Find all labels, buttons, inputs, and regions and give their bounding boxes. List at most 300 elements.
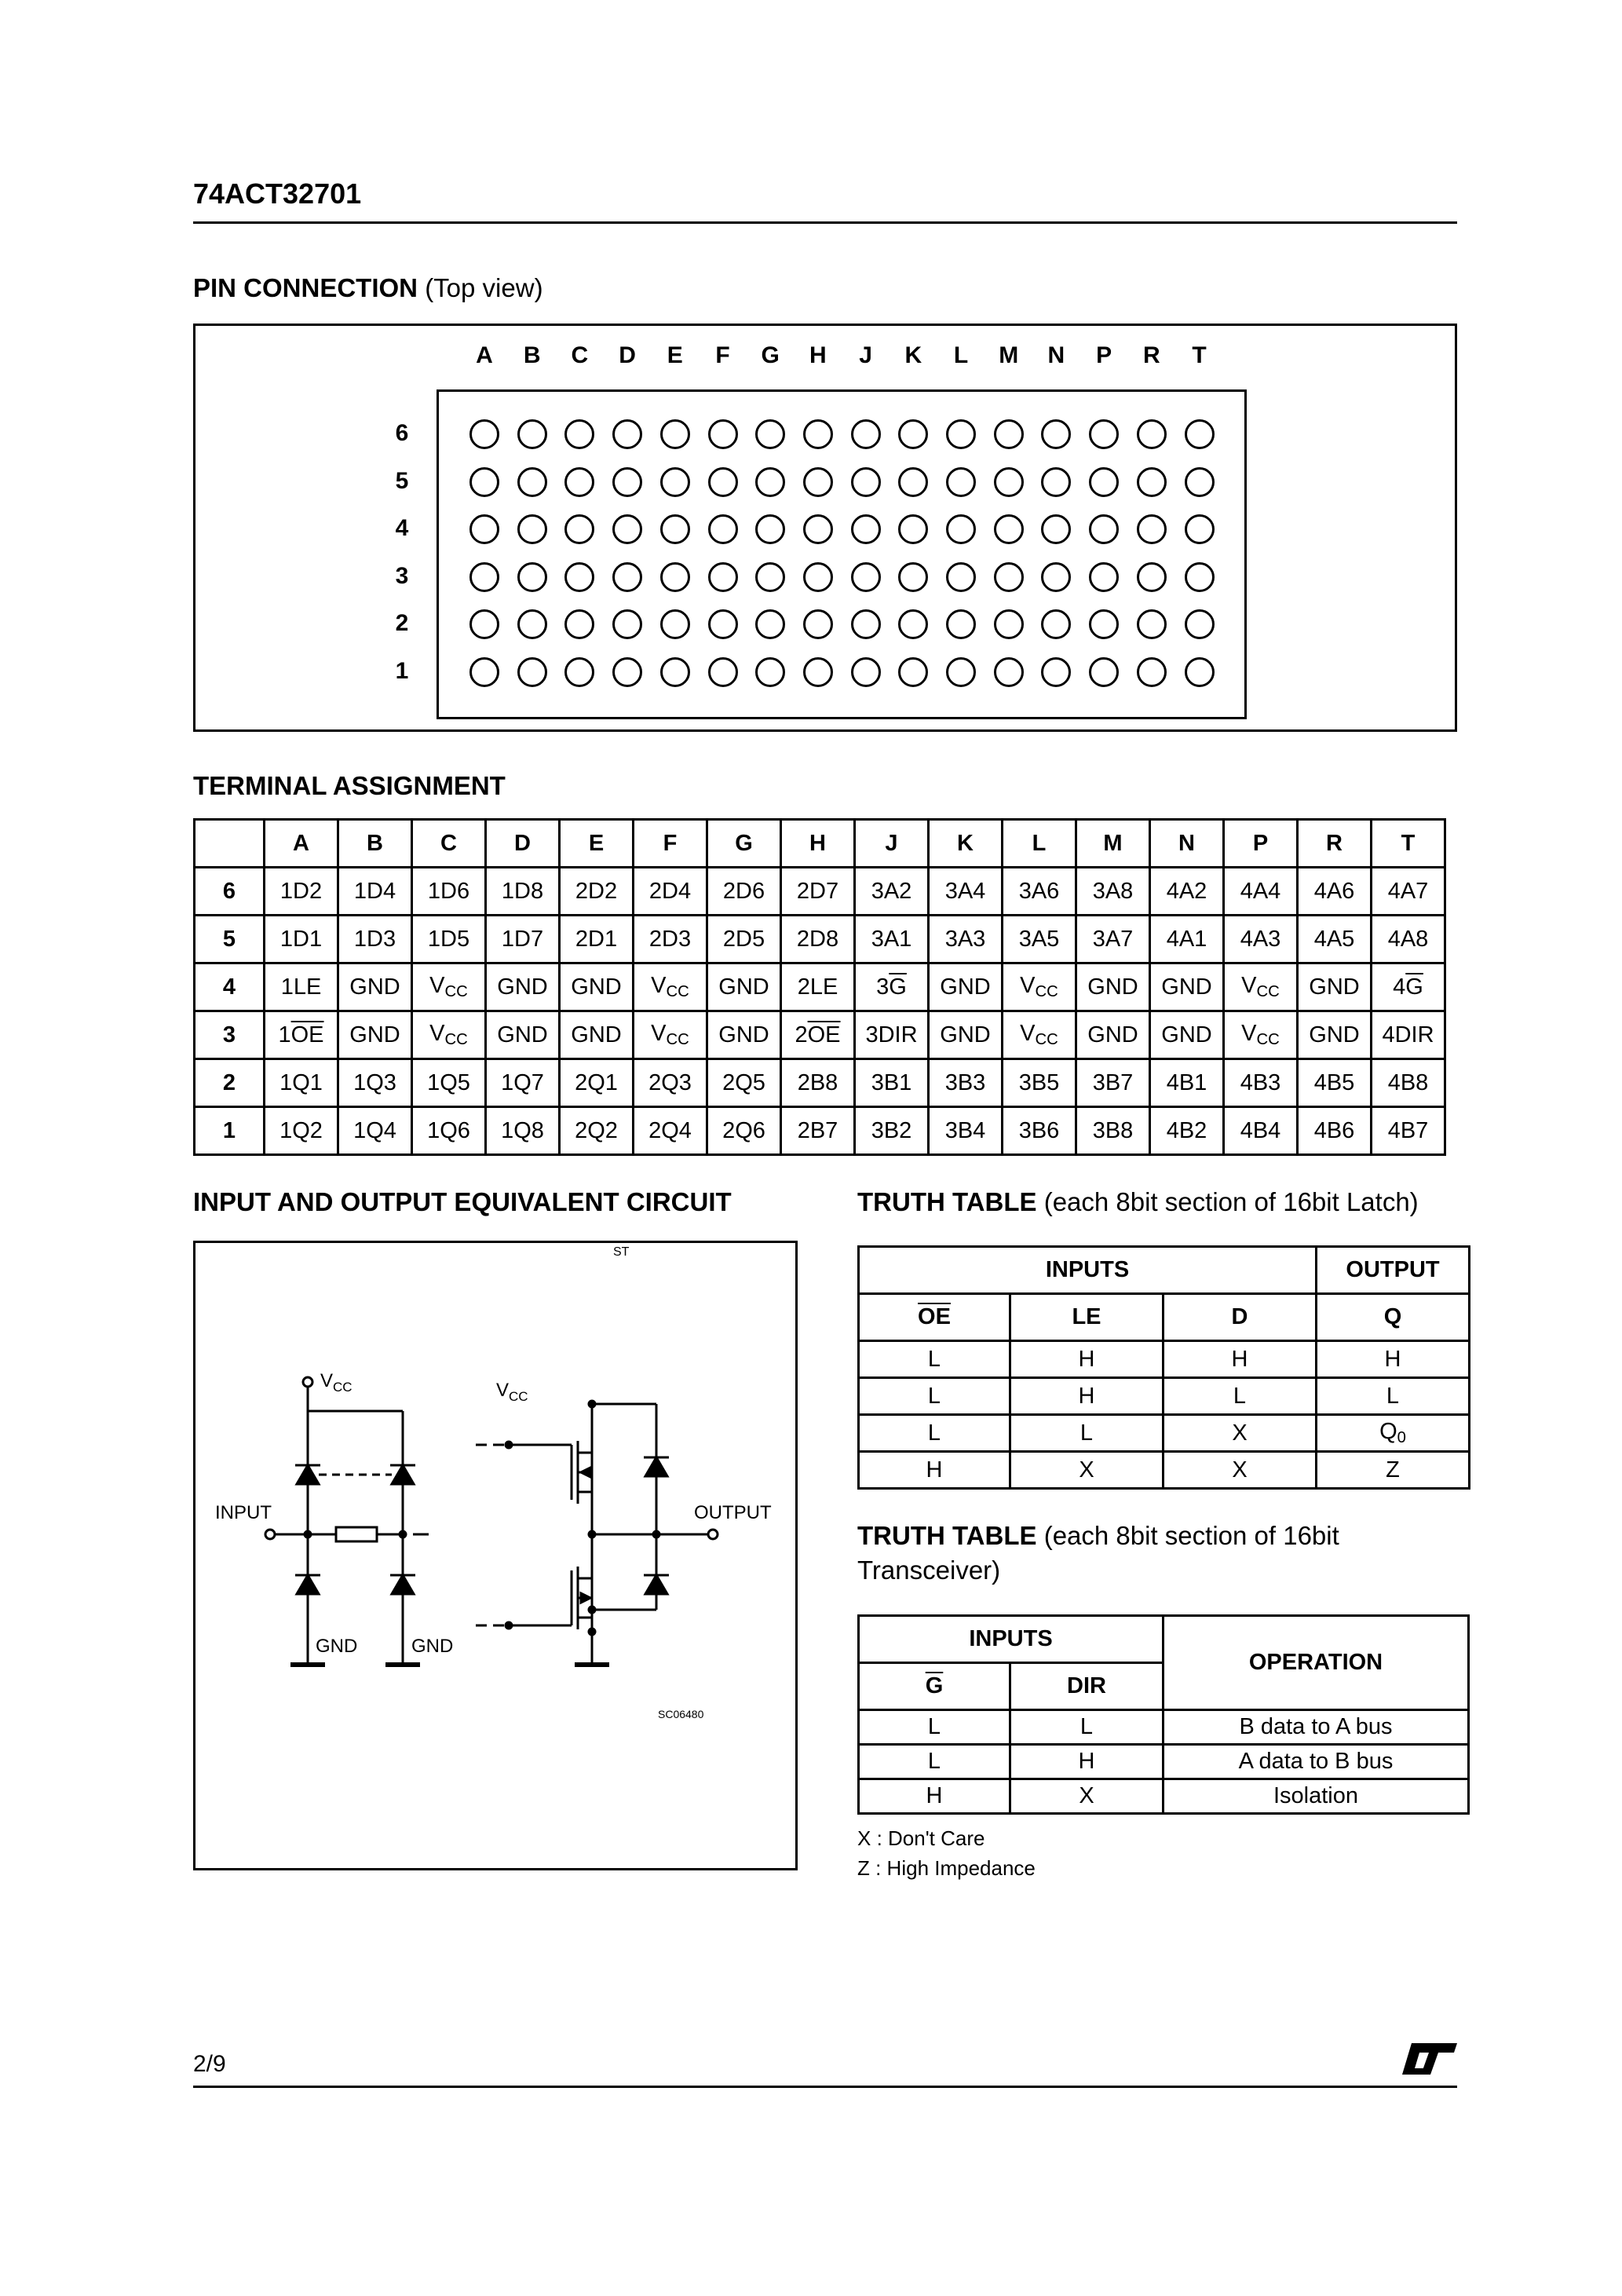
pin-ball-F4 xyxy=(708,514,738,544)
terminal-cell: 2Q2 xyxy=(560,1107,634,1155)
pin-column-label: K xyxy=(904,342,922,368)
terminal-cell: 4B7 xyxy=(1372,1107,1445,1155)
terminal-cell: 3B8 xyxy=(1076,1107,1150,1155)
table-row xyxy=(195,868,1445,916)
diode-icon xyxy=(392,1575,414,1594)
latch-cell: L xyxy=(859,1341,1010,1378)
pin-column-label: E xyxy=(667,342,683,368)
terminal-column-header: M xyxy=(1076,820,1150,868)
pin-ball-H3 xyxy=(803,562,833,592)
latch-col-q: Q xyxy=(1317,1294,1470,1341)
gnd-label-1: GND xyxy=(316,1636,358,1657)
terminal-cell: GND xyxy=(486,963,560,1011)
latch-col-le: LE xyxy=(1010,1294,1164,1341)
pin-ball-G3 xyxy=(755,562,785,592)
terminal-cell: 3A1 xyxy=(855,916,929,963)
latch-cell: H xyxy=(1317,1341,1470,1378)
terminal-cell: 1D4 xyxy=(338,868,412,916)
terminal-cell: GND xyxy=(929,963,1003,1011)
pin-ball-T2 xyxy=(1185,609,1215,639)
pin-ball-E5 xyxy=(660,467,690,497)
terminal-cell: GND xyxy=(338,963,412,1011)
table-row xyxy=(859,1710,1469,1745)
input-label: INPUT xyxy=(215,1502,272,1523)
transceiver-cell: H xyxy=(1010,1745,1164,1779)
pin-ball-M4 xyxy=(994,514,1024,544)
pin-ball-J4 xyxy=(851,514,881,544)
terminal-column-header: P xyxy=(1224,820,1298,868)
terminal-cell: 3B5 xyxy=(1003,1059,1076,1107)
pin-ball-P1 xyxy=(1089,657,1119,687)
terminal-cell: 4A5 xyxy=(1298,916,1372,963)
pin-ball-B2 xyxy=(517,609,547,639)
pin-ball-R6 xyxy=(1137,419,1167,449)
terminal-column-header: B xyxy=(338,820,412,868)
pin-column-label: C xyxy=(571,342,589,368)
latch-truth-table-subtitle: (each 8bit section of 16bit Latch) xyxy=(1043,1187,1419,1216)
terminal-cell: 1Q3 xyxy=(338,1059,412,1107)
transceiver-cell: L xyxy=(859,1745,1010,1779)
pin-ball-A1 xyxy=(469,657,499,687)
diode-icon xyxy=(297,1465,319,1484)
terminal-row-label: 6 xyxy=(195,868,265,916)
terminal-cell: 2LE xyxy=(781,963,855,1011)
terminal-cell: 2B7 xyxy=(781,1107,855,1155)
latch-col-d: D xyxy=(1164,1294,1317,1341)
terminal-cell: 3A8 xyxy=(1076,868,1150,916)
diode-icon xyxy=(645,1457,667,1476)
transceiver-cell: H xyxy=(859,1779,1010,1814)
pin-ball-T3 xyxy=(1185,562,1215,592)
terminal-cell: 1Q2 xyxy=(265,1107,338,1155)
terminal-row-label: 4 xyxy=(195,963,265,1011)
latch-cell: Z xyxy=(1317,1452,1470,1489)
pin-ball-T6 xyxy=(1185,419,1215,449)
latch-truth-table-title: TRUTH TABLE xyxy=(857,1187,1037,1216)
pin-ball-J1 xyxy=(851,657,881,687)
pin-ball-H4 xyxy=(803,514,833,544)
terminal-column-header: A xyxy=(265,820,338,868)
figure-id: SC06480 xyxy=(658,1708,704,1720)
terminal-cell: 1D2 xyxy=(265,868,338,916)
terminal-cell: 3B1 xyxy=(855,1059,929,1107)
pin-ball-B3 xyxy=(517,562,547,592)
terminal-header-row xyxy=(195,820,1445,868)
latch-cell: X xyxy=(1010,1452,1164,1489)
latch-col-oe: $\overline{OE}$ xyxy=(918,1304,951,1329)
pin-ball-P3 xyxy=(1089,562,1119,592)
terminal-cell: 2D3 xyxy=(634,916,707,963)
latch-cell: L xyxy=(1164,1378,1317,1415)
terminal-cell: 2D2 xyxy=(560,868,634,916)
pin-row-label: 3 xyxy=(395,562,409,589)
pin-ball-N5 xyxy=(1041,467,1071,497)
transceiver-subtitle-line1: (each 8bit section of 16bit xyxy=(1043,1521,1339,1550)
terminal-column-header: N xyxy=(1150,820,1224,868)
terminal-cell: 3B3 xyxy=(929,1059,1003,1107)
pin-ball-F6 xyxy=(708,419,738,449)
terminal-cell: 3DIR xyxy=(855,1011,929,1059)
terminal-cell: 2D1 xyxy=(560,916,634,963)
terminal-cell: 1D6 xyxy=(412,868,486,916)
latch-cell: L xyxy=(859,1378,1010,1415)
pin-row-label: 4 xyxy=(395,515,409,542)
table-row xyxy=(859,1779,1469,1814)
diode-icon xyxy=(297,1575,319,1594)
terminal-cell: 4B8 xyxy=(1372,1059,1445,1107)
part-number: 74ACT32701 xyxy=(193,177,362,210)
page-number: 2/9 xyxy=(193,2051,226,2077)
pin-ball-A5 xyxy=(469,467,499,497)
pin-ball-J2 xyxy=(851,609,881,639)
terminal-cell: 4B1 xyxy=(1150,1059,1224,1107)
pin-ball-D1 xyxy=(612,657,642,687)
terminal-cell: 2Q1 xyxy=(560,1059,634,1107)
terminal-cell: $V_{CC}$ xyxy=(634,1011,707,1059)
pin-column-label: A xyxy=(476,342,493,368)
pin-ball-F2 xyxy=(708,609,738,639)
terminal-cell: 1D5 xyxy=(412,916,486,963)
latch-cell: L xyxy=(859,1415,1010,1452)
pin-ball-B4 xyxy=(517,514,547,544)
pin-ball-K5 xyxy=(898,467,928,497)
terminal-cell: 4A4 xyxy=(1224,868,1298,916)
terminal-cell: 2Q5 xyxy=(707,1059,781,1107)
pin-ball-H5 xyxy=(803,467,833,497)
transceiver-cell: L xyxy=(1010,1710,1164,1745)
terminal-cell: 3A5 xyxy=(1003,916,1076,963)
latch-truth-table-heading xyxy=(857,1187,1419,1217)
terminal-cell: 4B4 xyxy=(1224,1107,1298,1155)
pin-ball-E2 xyxy=(660,609,690,639)
pin-column-label: J xyxy=(859,342,872,368)
pin-ball-A4 xyxy=(469,514,499,544)
terminal-cell: GND xyxy=(1076,1011,1150,1059)
terminal-column-header: H xyxy=(781,820,855,868)
terminal-cell: 1Q7 xyxy=(486,1059,560,1107)
note-high-impedance: Z : High Impedance xyxy=(857,1856,1036,1880)
pin-column-label: G xyxy=(761,342,780,368)
terminal-column-header: J xyxy=(855,820,929,868)
latch-truth-table xyxy=(857,1245,1470,1490)
pin-ball-D6 xyxy=(612,419,642,449)
terminal-cell: 2D5 xyxy=(707,916,781,963)
pin-ball-E4 xyxy=(660,514,690,544)
terminal-cell: GND xyxy=(1150,963,1224,1011)
terminal-cell: 4B5 xyxy=(1298,1059,1372,1107)
terminal-column-header: F xyxy=(634,820,707,868)
terminal-cell: 1Q4 xyxy=(338,1107,412,1155)
terminal-cell: 3B6 xyxy=(1003,1107,1076,1155)
latch-cell: L xyxy=(1010,1415,1164,1452)
terminal-cell: 4A2 xyxy=(1150,868,1224,916)
terminal-row-label: 2 xyxy=(195,1059,265,1107)
pin-row-label: 6 xyxy=(395,420,409,446)
pin-ball-P5 xyxy=(1089,467,1119,497)
pin-column-label: B xyxy=(523,342,541,368)
vcc-right-label: $V_{CC}$ xyxy=(496,1380,528,1404)
terminal-cell: $1\overline{OE}$ xyxy=(265,1011,338,1059)
terminal-row-label: 1 xyxy=(195,1107,265,1155)
terminal-cell: 2D6 xyxy=(707,868,781,916)
terminal-cell: 3A2 xyxy=(855,868,929,916)
pin-ball-A6 xyxy=(469,419,499,449)
terminal-cell: $3\overline{G}$ xyxy=(855,963,929,1011)
table-row xyxy=(859,1341,1470,1378)
terminal-column-header: E xyxy=(560,820,634,868)
terminal-cell: 3B7 xyxy=(1076,1059,1150,1107)
terminal-cell: 3B2 xyxy=(855,1107,929,1155)
terminal-cell: 1Q6 xyxy=(412,1107,486,1155)
pin-ball-C5 xyxy=(564,467,594,497)
pin-ball-N3 xyxy=(1041,562,1071,592)
terminal-cell: 1D3 xyxy=(338,916,412,963)
terminal-cell: 4B3 xyxy=(1224,1059,1298,1107)
terminal-column-header: G xyxy=(707,820,781,868)
pin-ball-L1 xyxy=(946,657,976,687)
terminal-cell: 4DIR xyxy=(1372,1011,1445,1059)
pin-ball-R2 xyxy=(1137,609,1167,639)
terminal-cell: $V_{CC}$ xyxy=(1003,963,1076,1011)
pin-ball-F3 xyxy=(708,562,738,592)
transceiver-cell: L xyxy=(859,1710,1010,1745)
terminal-assignment-title: TERMINAL ASSIGNMENT xyxy=(193,771,506,800)
terminal-cell: GND xyxy=(707,1011,781,1059)
terminal-cell: GND xyxy=(1298,963,1372,1011)
latch-cell: $Q_0$ xyxy=(1317,1415,1470,1452)
pin-column-label: R xyxy=(1142,342,1160,368)
header-rule xyxy=(193,221,1457,224)
terminal-cell: 1Q8 xyxy=(486,1107,560,1155)
pin-ball-C3 xyxy=(564,562,594,592)
terminal-cell: $V_{CC}$ xyxy=(634,963,707,1011)
pin-ball-T5 xyxy=(1185,467,1215,497)
pin-ball-M5 xyxy=(994,467,1024,497)
vcc-terminal xyxy=(303,1377,312,1387)
terminal-cell: 4A7 xyxy=(1372,868,1445,916)
terminal-column-header: T xyxy=(1372,820,1445,868)
pin-ball-R1 xyxy=(1137,657,1167,687)
terminal-cell: 4A3 xyxy=(1224,916,1298,963)
note-dont-care: X : Don't Care xyxy=(857,1826,985,1850)
terminal-cell: GND xyxy=(929,1011,1003,1059)
pin-ball-M1 xyxy=(994,657,1024,687)
pin-ball-G1 xyxy=(755,657,785,687)
xcvr-col-dir: DIR xyxy=(1010,1663,1164,1710)
resistor xyxy=(336,1527,377,1541)
latch-cell: X xyxy=(1164,1452,1317,1489)
pin-ball-E3 xyxy=(660,562,690,592)
diode-icon xyxy=(645,1575,667,1594)
terminal-column-header: R xyxy=(1298,820,1372,868)
transceiver-cell: X xyxy=(1010,1779,1164,1814)
pin-ball-M2 xyxy=(994,609,1024,639)
pin-ball-B6 xyxy=(517,419,547,449)
pin-ball-L4 xyxy=(946,514,976,544)
pin-ball-J3 xyxy=(851,562,881,592)
pin-ball-F1 xyxy=(708,657,738,687)
pin-ball-G5 xyxy=(755,467,785,497)
terminal-cell: $V_{CC}$ xyxy=(1003,1011,1076,1059)
terminal-cell: GND xyxy=(338,1011,412,1059)
xcvr-inputs-header: INPUTS xyxy=(859,1616,1164,1663)
pin-ball-R5 xyxy=(1137,467,1167,497)
pin-ball-T4 xyxy=(1185,514,1215,544)
latch-cell: H xyxy=(1010,1341,1164,1378)
pin-ball-L3 xyxy=(946,562,976,592)
pin-connection-subtitle: (Top view) xyxy=(425,273,543,302)
terminal-cell: GND xyxy=(560,963,634,1011)
latch-output-header: OUTPUT xyxy=(1317,1247,1470,1294)
terminal-cell: 4A1 xyxy=(1150,916,1224,963)
terminal-cell: 3A7 xyxy=(1076,916,1150,963)
table-row xyxy=(859,1378,1470,1415)
terminal-cell: GND xyxy=(1076,963,1150,1011)
transceiver-cell: B data to A bus xyxy=(1164,1710,1469,1745)
latch-cell: X xyxy=(1164,1415,1317,1452)
pin-column-label: L xyxy=(953,342,969,368)
input-terminal xyxy=(265,1530,275,1539)
terminal-cell: 3A4 xyxy=(929,868,1003,916)
pin-ball-J5 xyxy=(851,467,881,497)
terminal-cell: $V_{CC}$ xyxy=(412,1011,486,1059)
terminal-cell: 2Q6 xyxy=(707,1107,781,1155)
terminal-cell: 4A6 xyxy=(1298,868,1372,916)
footer-rule xyxy=(193,2086,1457,2088)
pin-ball-B5 xyxy=(517,467,547,497)
diode-icon xyxy=(392,1465,414,1484)
pin-column-label: F xyxy=(715,342,730,368)
equivalent-circuit-title: INPUT AND OUTPUT EQUIVALENT CIRCUIT xyxy=(193,1187,732,1216)
terminal-cell: 1D7 xyxy=(486,916,560,963)
transceiver-truth-table xyxy=(857,1614,1470,1815)
table-row xyxy=(195,1011,1445,1059)
terminal-cell: 1Q1 xyxy=(265,1059,338,1107)
pin-row-label: 5 xyxy=(395,467,409,494)
table-row xyxy=(195,1107,1445,1155)
terminal-cell: GND xyxy=(1298,1011,1372,1059)
pin-ball-T1 xyxy=(1185,657,1215,687)
terminal-cell: 1LE xyxy=(265,963,338,1011)
pin-ball-F5 xyxy=(708,467,738,497)
terminal-cell: GND xyxy=(560,1011,634,1059)
table-row xyxy=(859,1745,1469,1779)
pin-column-label: H xyxy=(809,342,827,368)
terminal-cell: 4A8 xyxy=(1372,916,1445,963)
table-row xyxy=(859,1452,1470,1489)
terminal-cell: 3B4 xyxy=(929,1107,1003,1155)
pin-column-label: T xyxy=(1192,342,1207,368)
terminal-cell: 1D1 xyxy=(265,916,338,963)
pin-ball-P6 xyxy=(1089,419,1119,449)
latch-cell: H xyxy=(1010,1378,1164,1415)
terminal-cell: 2Q3 xyxy=(634,1059,707,1107)
pin-ball-L5 xyxy=(946,467,976,497)
latch-cell: H xyxy=(859,1452,1010,1489)
terminal-column-header: D xyxy=(486,820,560,868)
pin-ball-M6 xyxy=(994,419,1024,449)
table-row xyxy=(195,916,1445,963)
output-terminal xyxy=(708,1530,718,1539)
transceiver-cell: Isolation xyxy=(1164,1779,1469,1814)
terminal-cell: 3A6 xyxy=(1003,868,1076,916)
terminal-cell: $V_{CC}$ xyxy=(1224,963,1298,1011)
terminal-cell: $2\overline{OE}$ xyxy=(781,1011,855,1059)
terminal-cell: $V_{CC}$ xyxy=(412,963,486,1011)
terminal-cell: $4\overline{G}$ xyxy=(1372,963,1445,1011)
pin-ball-A3 xyxy=(469,562,499,592)
terminal-row-label: 3 xyxy=(195,1011,265,1059)
terminal-cell: 2Q4 xyxy=(634,1107,707,1155)
terminal-cell: GND xyxy=(486,1011,560,1059)
pin-ball-H1 xyxy=(803,657,833,687)
terminal-cell: 2D4 xyxy=(634,868,707,916)
terminal-column-header: C xyxy=(412,820,486,868)
terminal-cell: 2D7 xyxy=(781,868,855,916)
terminal-column-header: L xyxy=(1003,820,1076,868)
transceiver-cell: A data to B bus xyxy=(1164,1745,1469,1779)
chip-outline xyxy=(437,389,1247,719)
pin-column-label: P xyxy=(1096,342,1112,368)
latch-inputs-header: INPUTS xyxy=(859,1247,1317,1294)
latch-cell: L xyxy=(1317,1378,1470,1415)
gnd-label-2: GND xyxy=(411,1636,454,1657)
pin-ball-D3 xyxy=(612,562,642,592)
pin-connection-title: PIN CONNECTION xyxy=(193,273,418,302)
terminal-cell: 2D8 xyxy=(781,916,855,963)
terminal-assignment-table xyxy=(193,818,1446,1156)
pin-connection-heading xyxy=(193,273,543,303)
svg-text:ST: ST xyxy=(613,1245,630,1259)
terminal-cell: GND xyxy=(707,963,781,1011)
terminal-cell: 1D8 xyxy=(486,868,560,916)
output-label: OUTPUT xyxy=(694,1502,772,1523)
terminal-column-header: K xyxy=(929,820,1003,868)
pin-ball-E6 xyxy=(660,419,690,449)
terminal-cell: GND xyxy=(1150,1011,1224,1059)
terminal-cell: 4B2 xyxy=(1150,1107,1224,1155)
pin-ball-D5 xyxy=(612,467,642,497)
pin-column-label: N xyxy=(1047,342,1065,368)
pin-ball-J6 xyxy=(851,419,881,449)
terminal-row-label: 5 xyxy=(195,916,265,963)
pin-row-label: 1 xyxy=(395,658,409,684)
pin-ball-R4 xyxy=(1137,514,1167,544)
transceiver-subtitle-line2: Transceiver) xyxy=(857,1556,1001,1585)
pin-ball-L6 xyxy=(946,419,976,449)
terminal-cell: 2B8 xyxy=(781,1059,855,1107)
transceiver-truth-table-title: TRUTH TABLE xyxy=(857,1521,1037,1550)
terminal-cell: 3A3 xyxy=(929,916,1003,963)
pin-ball-H6 xyxy=(803,419,833,449)
table-row xyxy=(195,1059,1445,1107)
pin-ball-B1 xyxy=(517,657,547,687)
pin-ball-E1 xyxy=(660,657,690,687)
vcc-left-label: $V_{CC}$ xyxy=(320,1370,353,1395)
table-row xyxy=(195,963,1445,1011)
latch-cell: H xyxy=(1164,1341,1317,1378)
terminal-cell: 1Q5 xyxy=(412,1059,486,1107)
pin-ball-G6 xyxy=(755,419,785,449)
pin-ball-M3 xyxy=(994,562,1024,592)
table-row xyxy=(859,1415,1470,1452)
xcvr-operation-header: OPERATION xyxy=(1164,1616,1469,1710)
pin-column-label: D xyxy=(619,342,636,368)
xcvr-col-g: $\overline{G}$ xyxy=(925,1673,944,1698)
pin-ball-R3 xyxy=(1137,562,1167,592)
pin-column-label: M xyxy=(999,342,1019,368)
equivalent-circuit-diagram xyxy=(193,1241,798,1870)
